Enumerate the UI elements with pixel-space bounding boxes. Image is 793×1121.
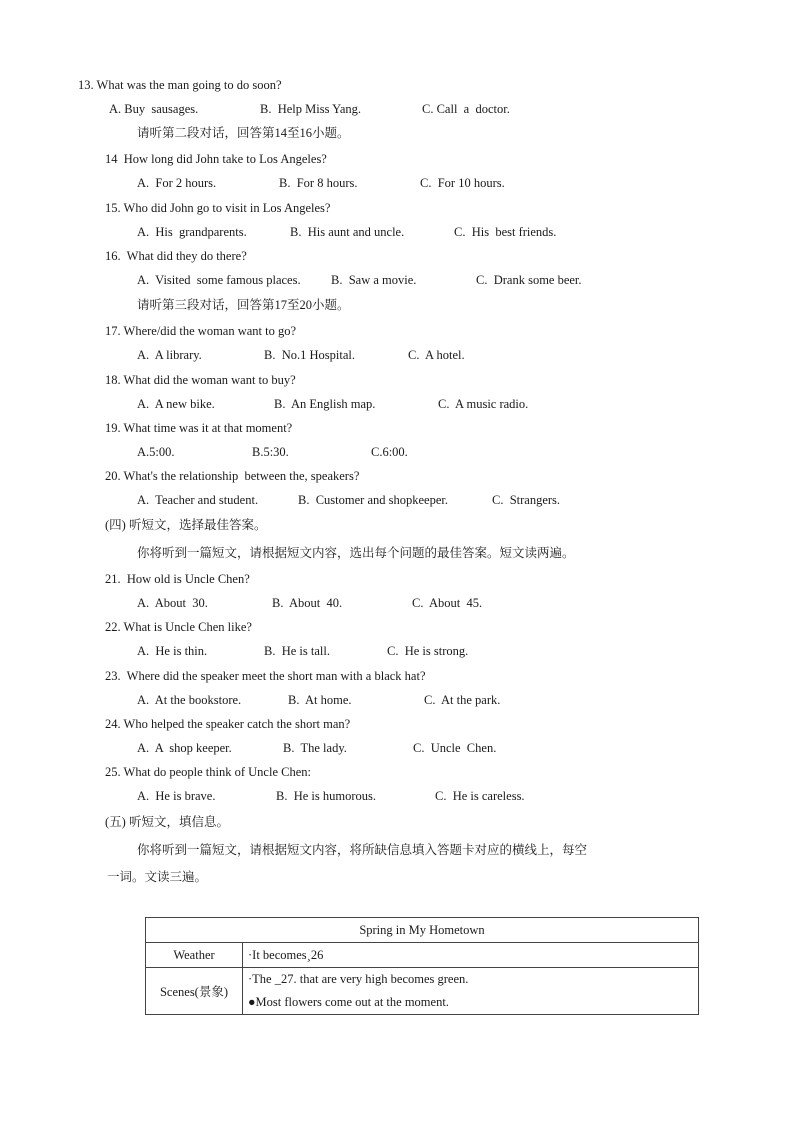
option-20c: C. Strangers. [492, 493, 561, 507]
question-15: 15. Who did John go to visit in Los Angeles? [105, 201, 331, 215]
option-23b: B. At home. [288, 693, 352, 707]
info-table [145, 917, 699, 1015]
question-17: 17. Where/did the woman want to go? [105, 324, 297, 338]
option-22a: A. He is thin. [137, 644, 208, 658]
part5-heading: (五) 听短文，填信息。 [105, 815, 229, 829]
option-22c: C. He is strong. [387, 644, 469, 658]
question-24: 24. Who helped the speaker catch the short man? [105, 717, 351, 731]
option-23a: A. At the bookstore. [137, 693, 242, 707]
question-14: 14 How long did John take to Los Angeles? [105, 152, 327, 166]
scenes-line-2: ●Most flowers come out at the moment. [248, 995, 449, 1009]
option-16a: A. Visited some famous places. [137, 273, 301, 287]
option-20a: A. Teacher and student. [137, 493, 259, 507]
option-18b: B. An English map. [274, 397, 376, 411]
question-19: 19. What time was it at that moment? [105, 421, 293, 435]
option-23c: C. At the park. [424, 693, 501, 707]
table-row-scenes [146, 968, 699, 1015]
option-13a: A. Buy sausages. [109, 102, 199, 116]
option-25c: C. He is careless. [435, 789, 525, 803]
scenes-value [243, 968, 699, 1015]
option-16c: C. Drank some beer. [476, 273, 582, 287]
option-15a: A. His grandparents. [137, 225, 247, 239]
question-23: 23. Where did the speaker meet the short man with a black hat? [105, 669, 426, 683]
table-row-weather [146, 943, 699, 968]
option-17a: A. A library. [137, 348, 202, 362]
option-21a: A. About 30. [137, 596, 208, 610]
part5-instruction-line1: 你将听到一篇短文，请根据短文内容，将所缺信息填入答题卡对应的横线上，每空 [137, 843, 588, 857]
option-22b: B. He is tall. [264, 644, 330, 658]
question-18: 18. What did the woman want to buy? [105, 373, 296, 387]
question-13: 13. What was the man going to do soon? [78, 78, 282, 92]
option-21c: C. About 45. [412, 596, 483, 610]
option-24b: B. The lady. [283, 741, 347, 755]
part4-heading: (四) 听短文，选择最佳答案。 [105, 518, 267, 532]
option-14a: A. For 2 hours. [137, 176, 217, 190]
option-13c: C. Call a doctor. [422, 102, 510, 116]
section3-intro: 请听第三段对话，回答第17至20小题。 [137, 298, 350, 312]
question-25: 25. What do people think of Uncle Chen: [105, 765, 311, 779]
scenes-line-1[interactable]: ·The _27. that are very high becomes green. [248, 972, 469, 986]
scenes-label: Scenes(景象) [146, 968, 243, 1015]
option-18a: A. A new bike. [137, 397, 215, 411]
option-14b: B. For 8 hours. [279, 176, 358, 190]
option-21b: B. About 40. [272, 596, 343, 610]
section2-intro: 请听第二段对话，回答第14至16小题。 [137, 126, 350, 140]
table-title-row [146, 918, 699, 943]
option-18c: C. A music radio. [438, 397, 529, 411]
option-14c: C. For 10 hours. [420, 176, 505, 190]
option-19a: A.5:00. [137, 445, 175, 459]
option-25b: B. He is humorous. [276, 789, 376, 803]
question-20: 20. What's the relationship between the, speakers? [105, 469, 360, 483]
option-13b: B. Help Miss Yang. [260, 102, 362, 116]
option-25a: A. He is brave. [137, 789, 216, 803]
question-21: 21. How old is Uncle Chen? [105, 572, 250, 586]
option-17c: C. A hotel. [408, 348, 465, 362]
weather-value[interactable]: ·It becomes¸26 [243, 943, 699, 968]
question-16: 16. What did they do there? [105, 249, 247, 263]
option-15c: C. His best friends. [454, 225, 557, 239]
option-17b: B. No.1 Hospital. [264, 348, 355, 362]
option-19b: B.5:30. [252, 445, 289, 459]
part4-instruction: 你将听到一篇短文，请根据短文内容，选出每个问题的最佳答案。短文读两遍。 [137, 546, 575, 560]
question-22: 22. What is Uncle Chen like? [105, 620, 252, 634]
table-title: Spring in My Hometown [146, 918, 699, 943]
option-16b: B. Saw a movie. [331, 273, 417, 287]
option-19c: C.6:00. [371, 445, 408, 459]
part5-instruction-line2: 一词。文读三遍。 [107, 870, 208, 884]
option-24a: A. A shop keeper. [137, 741, 232, 755]
option-20b: B. Customer and shopkeeper. [298, 493, 448, 507]
option-15b: B. His aunt and uncle. [290, 225, 405, 239]
option-24c: C. Uncle Chen. [413, 741, 497, 755]
weather-label: Weather [146, 943, 243, 968]
